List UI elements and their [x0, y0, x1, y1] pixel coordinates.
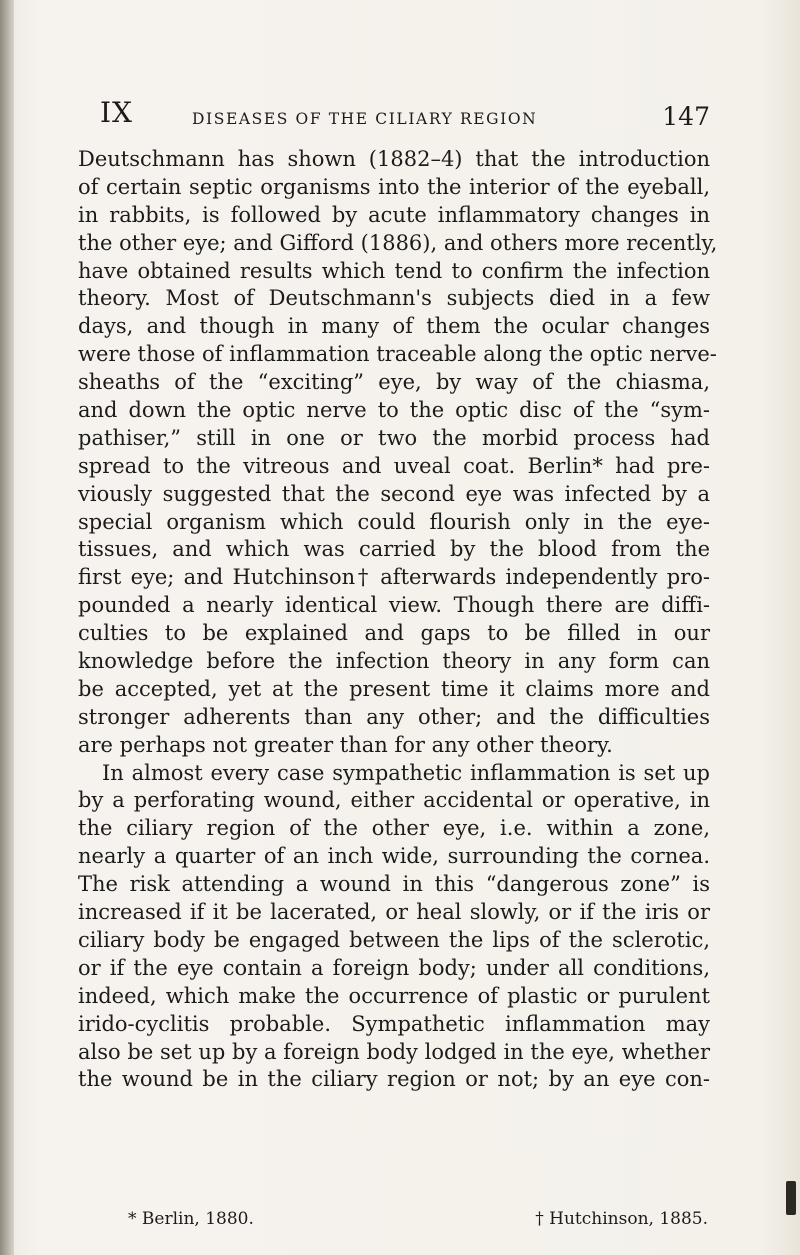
text-line: pounded a nearly identical view. Though there are diffi-	[78, 593, 710, 618]
text-line: knowledge before the infection theory in any form can	[78, 649, 710, 674]
text-line: The risk attending a wound in this “dangerous zone” is	[78, 872, 710, 897]
paragraph-1	[78, 146, 718, 760]
body-text	[78, 146, 718, 1094]
text-line: by a perforating wound, either accidental or operative, in	[78, 788, 710, 813]
text-line: sheaths of the “exciting” eye, by way of the chiasma,	[78, 370, 710, 395]
text-line: tissues, and which was carried by the blood from the	[78, 537, 710, 562]
text-line: nearly a quarter of an inch wide, surrounding the cornea.	[78, 844, 710, 869]
text-line: viously suggested that the second eye was infected by a	[78, 481, 710, 506]
text-line: special organism which could flourish only in the eye-	[78, 509, 710, 534]
text-line: in rabbits, is followed by acute inflammatory changes in	[78, 202, 710, 227]
text-line: the wound be in the ciliary region or not; by an eye con-	[78, 1067, 710, 1092]
text-line: or if the eye contain a foreign body; under all conditions,	[78, 955, 710, 980]
text-line: stronger adherents than any other; and the difficulties	[78, 704, 710, 729]
text-line: theory. Most of Deutschmann's subjects died in a few	[78, 286, 710, 311]
page-edge-mark	[786, 1181, 796, 1215]
text-line: ciliary body be engaged between the lips of the sclerotic,	[78, 927, 710, 952]
text-line: increased if it be lacerated, or heal slowly, or if the iris or	[78, 900, 710, 925]
running-header	[100, 94, 710, 134]
footnotes	[128, 1207, 708, 1235]
text-line: of certain septic organisms into the interior of the eyeball,	[78, 174, 710, 199]
text-line: the ciliary region of the other eye, i.e. within a zone,	[78, 816, 710, 841]
text-line: culties to be explained and gaps to be filled in our	[78, 621, 710, 646]
text-line: indeed, which make the occurrence of plastic or purulent	[78, 983, 710, 1008]
text-line: pathiser,” still in one or two the morbid process had	[78, 425, 710, 450]
text-line: Deutschmann has shown (1882–4) that the introduction	[78, 147, 710, 171]
text-line: were those of inflammation traceable along the optic nerve-	[78, 342, 717, 367]
page-number: 147	[662, 102, 710, 131]
text-line: the other eye; and Gifford (1886), and others more recently,	[78, 230, 718, 255]
book-spine-shadow	[0, 0, 14, 1255]
text-line: also be set up by a foreign body lodged in the eye, whether	[78, 1039, 710, 1064]
text-line: be accepted, yet at the present time it claims more and	[78, 676, 710, 701]
text-line: have obtained results which tend to confirm the infection	[78, 258, 710, 283]
running-title: DISEASES OF THE CILIARY REGION	[192, 110, 538, 128]
text-line: In almost every case sympathetic inflammation is set up	[102, 760, 710, 785]
text-line: irido-cyclitis probable. Sympathetic inflammation may	[78, 1011, 710, 1036]
chapter-number: IX	[100, 96, 133, 129]
text-line: and down the optic nerve to the optic disc of the “sym-	[78, 398, 710, 423]
text-line: days, and though in many of them the ocular changes	[78, 314, 710, 339]
footnote-berlin: * Berlin, 1880.	[128, 1209, 254, 1229]
footnote-hutchinson: † Hutchinson, 1885.	[535, 1209, 708, 1229]
text-line: spread to the vitreous and uveal coat. Berlin* had pre-	[78, 453, 710, 478]
text-line: are perhaps not greater than for any other theory.	[78, 732, 613, 757]
text-line: first eye; and Hutchinson† afterwards independently pro-	[78, 565, 710, 590]
paragraph-2	[78, 760, 710, 1095]
